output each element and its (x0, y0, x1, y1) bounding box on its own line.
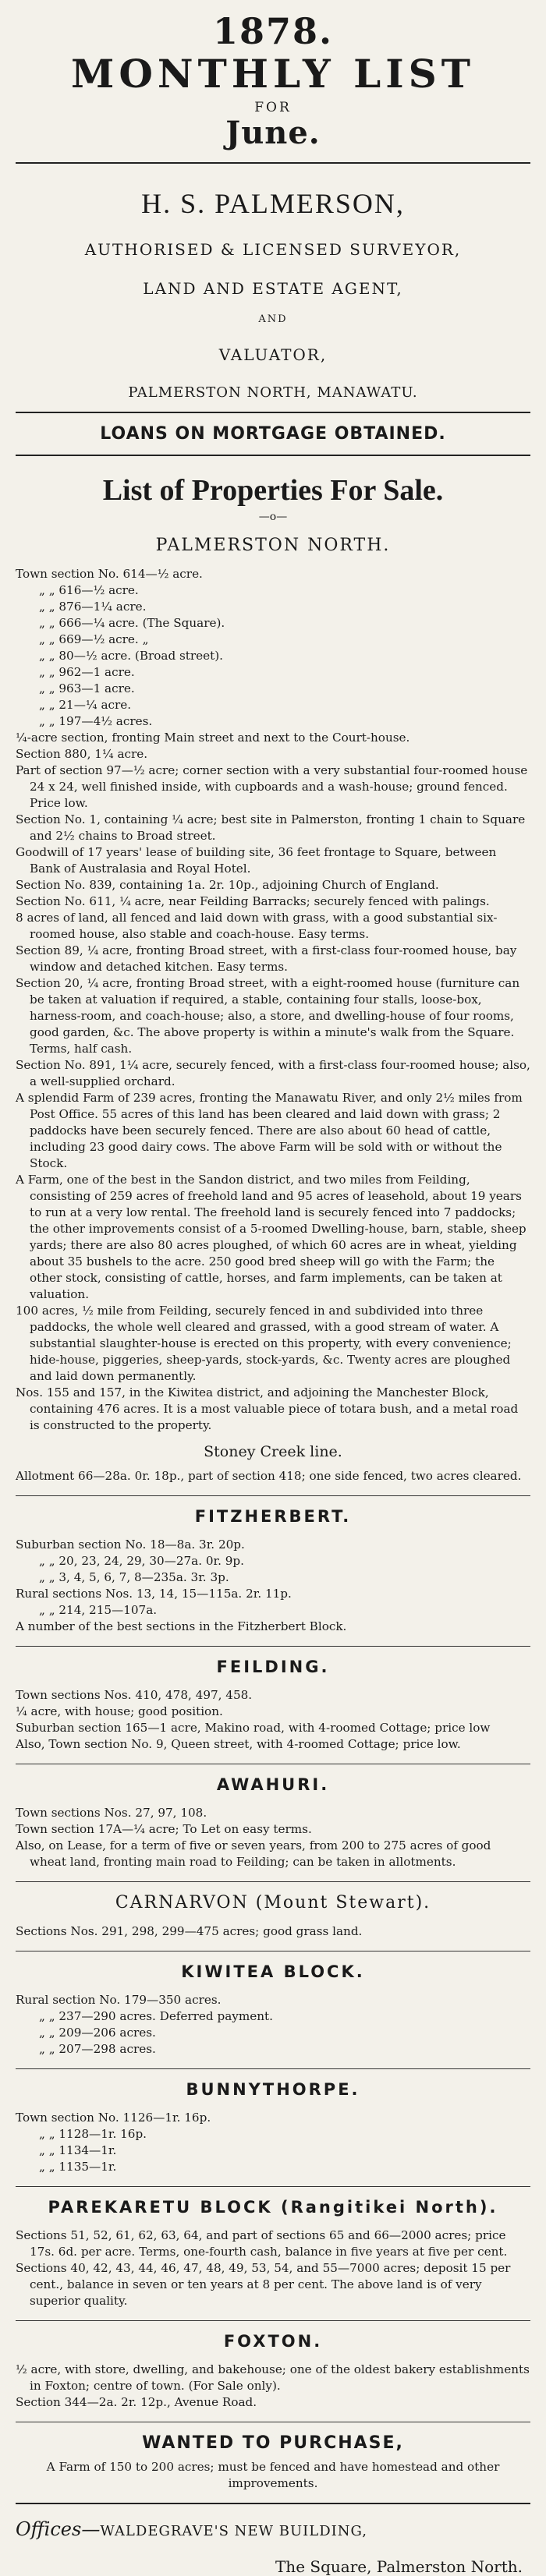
address: The Square, Palmerston North. (275, 2557, 523, 2576)
title-line-3: VALUATOR, (218, 345, 328, 364)
section-0 (16, 536, 530, 1496)
list-item: Rural section No. 179—350 acres. (16, 1993, 222, 2007)
list-item: Town section No. 1126—1r. 16p. (16, 2111, 211, 2125)
list-item: ¼ acre, with house; good position. (16, 1704, 223, 1718)
section-title: FEILDING. (216, 1658, 330, 1676)
list-item: Part of section 97—½ acre; corner section with a very substantial four-roomed house 24 x 24, well finished inside, with cupboards and a wash-house; ground fenced. Price low. (16, 763, 528, 810)
list-item: „ „ 666—¼ acre. (The Square). (39, 616, 225, 630)
offices-line (16, 2518, 530, 2540)
list-item: „ „ 80—½ acre. (Broad street). (39, 649, 223, 663)
list-item: Town sections Nos. 410, 478, 497, 458. (16, 1688, 253, 1702)
list-item: „ „ 237—290 acres. Deferred payment. (39, 2009, 273, 2023)
list-item: 8 acres of land, all fenced and laid down with grass, with a good substantial six-roomed house, also stable and coach-house. Easy terms. (16, 911, 498, 941)
title-line-1: AUTHORISED & LICENSED SURVEYOR, (84, 240, 462, 259)
list-item: „ „ 1128—1r. 16p. (39, 2127, 147, 2141)
list-item: A splendid Farm of 239 acres, fronting the Manawatu River, and only 2½ miles from Post Office. 55 acres of this land has been cleared and laid down with grass; 2 paddocks have been securely fenced. There are also about 60 head of cattle, including 23 good dairy cows. The above Farm will be sold with or without the Stock. (16, 1091, 523, 1170)
list-item: „ „ 20, 23, 24, 29, 30—27a. 0r. 9p. (39, 1554, 244, 1568)
divider (16, 455, 530, 456)
divider (16, 1495, 530, 1496)
list-item: Section No. 891, 1¼ acre, securely fenced, with a first-class four-roomed house; also, a well-supplied orchard. (16, 1058, 530, 1088)
subheading: Stoney Creek line. (204, 1443, 342, 1460)
list-item: Suburban section No. 18—8a. 3r. 20p. (16, 1537, 245, 1552)
list-item: Also, Town section No. 9, Queen street, with 4-roomed Cottage; price low. (16, 1737, 461, 1751)
list-item: „ „ 3, 4, 5, 6, 7, 8—235a. 3r. 3p. (39, 1570, 229, 1584)
list-item: Nos. 155 and 157, in the Kiwitea district, and adjoining the Manchester Block, containing 476 acres. It is a most valuable piece of totara bush, and a metal road is constructed to the property. (16, 1385, 519, 1432)
town-line: PALMERSTON NORTH, MANAWATU. (128, 384, 418, 401)
section-title: BUNNYTHORPE. (186, 2080, 360, 2099)
divider (16, 412, 530, 413)
section-title: PALMERSTON NORTH. (155, 536, 391, 555)
section-8 (16, 2332, 530, 2411)
list-item: Section 89, ¼ acre, fronting Broad street, with a first-class four-roomed house, bay window and detached kitchen. Easy terms. (16, 943, 517, 974)
divider (16, 162, 530, 164)
list-title-banner: MONTHLY LIST (71, 51, 475, 97)
offices-label: Offices— (16, 2518, 101, 2540)
list-item: „ „ 209—206 acres. (39, 2026, 156, 2040)
properties-title: List of Properties For Sale. (102, 474, 444, 507)
section-title: FOXTON. (223, 2332, 323, 2351)
list-item: Section No. 839, containing 1a. 2r. 10p., adjoining Church of England. (16, 878, 439, 892)
list-item: Suburban section 165—1 acre, Makino road, with 4-roomed Cottage; price low (16, 1721, 491, 1735)
month: June. (225, 115, 321, 151)
list-item: „ „ 962—1 acre. (39, 665, 135, 679)
and-label: AND (258, 313, 288, 325)
list-item: Section No. 1, containing ¼ acre; best site in Palmerston, fronting 1 chain to Square and 2½ chains to Broad street. (16, 812, 526, 843)
list-item: „ „ 616—½ acre. (39, 583, 139, 597)
year: 1878. (212, 10, 334, 52)
list-item: Section 880, 1¼ acre. (16, 747, 148, 761)
list-item: „ „ 21—¼ acre. (39, 698, 132, 712)
section-1 (16, 1507, 530, 1647)
wanted-title: WANTED TO PURCHASE, (142, 2433, 404, 2453)
list-item: „ „ 876—1¼ acre. (39, 600, 147, 614)
list-item: A number of the best sections in the Fitzherbert Block. (16, 1619, 347, 1633)
section-title: CARNARVON (Mount Stewart). (115, 1893, 431, 1913)
monthly-list-page (16, 0, 530, 2576)
list-item: „ „ 1134—1r. (39, 2143, 117, 2157)
divider (16, 2068, 530, 2069)
list-item: ½ acre, with store, dwelling, and bakehouse; one of the oldest bakery establishments in Foxton; centre of town. (For Sale only). (16, 2362, 530, 2393)
list-item: Section 344—2a. 2r. 12p., Avenue Road. (16, 2395, 257, 2409)
list-item: Sections 40, 42, 43, 44, 46, 47, 48, 49, 53, 54, and 55—7000 acres; deposit 15 per cent., balance in seven or ten years at 8 per cent. The above land is of very superior quality. (16, 2261, 511, 2308)
section-4 (16, 1893, 530, 1951)
section-3 (16, 1775, 530, 1882)
section-6 (16, 2080, 530, 2187)
list-item: „ „ 963—1 acre. (39, 681, 135, 695)
list-item: Section No. 611, ¼ acre, near Feilding Barracks; securely fenced with palings. (16, 894, 490, 908)
list-item: ¼-acre section, fronting Main street and next to the Court-house. (16, 731, 410, 745)
list-item: „ „ 1135—1r. (39, 2160, 117, 2174)
agent-name: H. S. PALMERSON, (141, 188, 405, 219)
list-item: „ „ 207—298 acres. (39, 2042, 156, 2056)
ornament: —o— (258, 511, 288, 523)
list-item: Allotment 66—28a. 0r. 18p., part of section 418; one side fenced, two acres cleared. (16, 1469, 522, 1483)
for-label: FOR (254, 100, 292, 115)
section-7 (16, 2198, 530, 2321)
building-name: WALDEGRAVE'S NEW BUILDING, (100, 2523, 367, 2539)
list-item: „ „ 214, 215—107a. (39, 1603, 158, 1617)
list-item: Town section No. 614—½ acre. (16, 567, 203, 581)
section-2 (16, 1658, 530, 1764)
list-item: Sections 51, 52, 61, 62, 63, 64, and part of sections 65 and 66—2000 acres; price 17s. 6d. per acre. Terms, one-fourth cash, balance in five years at five per cent. (16, 2228, 508, 2259)
title-line-2: LAND AND ESTATE AGENT, (143, 279, 403, 298)
list-item: Town sections Nos. 27, 97, 108. (16, 1806, 207, 1820)
loans-line: LOANS ON MORTGAGE OBTAINED. (100, 424, 446, 444)
list-item: Section 20, ¼ acre, fronting Broad street, with a eight-roomed house (furniture can be taken at valuation if required, a stable, containing four stalls, loose-box, harness-room, and coach-house; also, a store, and dwelling-house of four rooms, good garden, &c. The above property is within a minute's walk from the Square. Terms, half cash. (16, 976, 520, 1056)
section-title: AWAHURI. (216, 1775, 330, 1794)
list-item: 100 acres, ½ mile from Feilding, securely fenced in and subdivided into three paddocks, the whole well cleared and grassed, with a good stream of water. A substantial slaughter-house is erected on this property, with every convenience; hide-house, piggeries, sheep-yards, stock-yards, &c. Twenty acres are ploughed and laid down permanently. (16, 1304, 512, 1383)
list-item: A Farm, one of the best in the Sandon district, and two miles from Feilding, consisting of 259 acres of freehold land and 95 acres of leasehold, about 19 years to run at a very low rental. The freehold land is securely fenced into 7 paddocks; the other improvements consist of a 5-roomed Dwelling-house, barn, stable, sheep yards; there are also 80 acres ploughed, of which 60 acres are in wheat, yielding about 35 bushels to the acre. 250 good bred sheep will go with the Farm; the other stock, consisting of cattle, horses, and farm implements, can be taken at valuation. (16, 1173, 526, 1301)
list-item: „ „ 669—½ acre. „ (39, 632, 149, 646)
divider (16, 2503, 530, 2504)
list-item: Town section 17A—¼ acre; To Let on easy terms. (16, 1822, 312, 1836)
wanted-text: A Farm of 150 to 200 acres; must be fenced and have homestead and other improvements. (46, 2460, 500, 2490)
divider (16, 2186, 530, 2187)
divider (16, 2320, 530, 2321)
list-item: „ „ 197—4½ acres. (39, 714, 153, 728)
section-title: PAREKARETU BLOCK (Rangitikei North). (48, 2198, 498, 2217)
list-item: Goodwill of 17 years' lease of building site, 36 feet frontage to Square, between Bank of Australasia and Royal Hotel. (16, 845, 497, 876)
sections-container (16, 536, 530, 2411)
list-item: Sections Nos. 291, 298, 299—475 acres; good grass land. (16, 1924, 363, 1938)
divider (16, 1646, 530, 1647)
list-item: Rural sections Nos. 13, 14, 15—115a. 2r. 11p. (16, 1587, 292, 1601)
divider (16, 1881, 530, 1882)
section-title: KIWITEA BLOCK. (181, 1962, 365, 1981)
list-item: Also, on Lease, for a term of five or seven years, from 200 to 275 acres of good wheat land, fronting main road to Feilding; can be taken in allotments. (16, 1838, 491, 1869)
section-title: FITZHERBERT. (194, 1507, 352, 1526)
section-5 (16, 1962, 530, 2069)
